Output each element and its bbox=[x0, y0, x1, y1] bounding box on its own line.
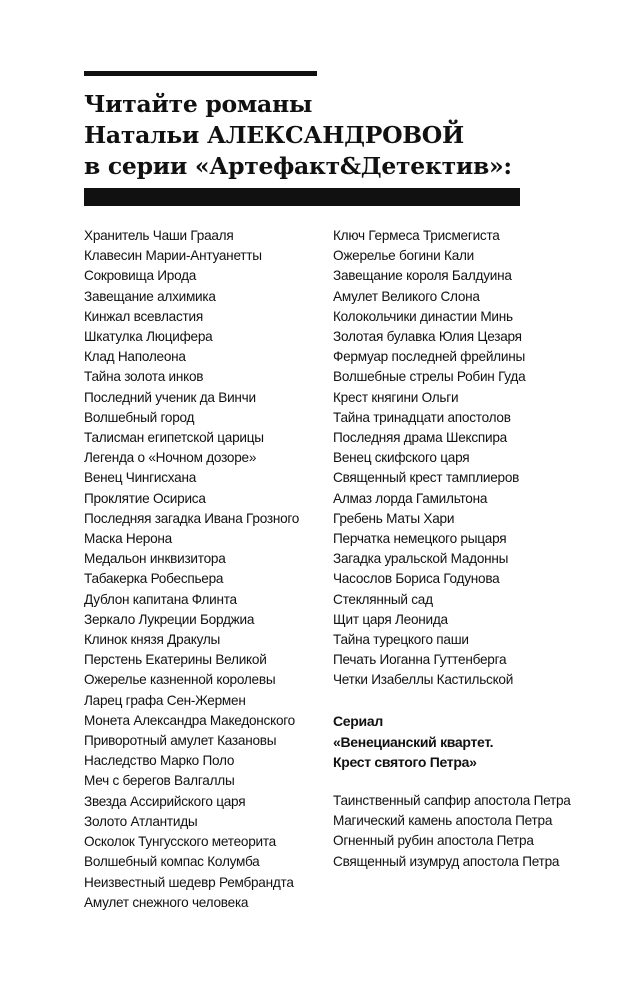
book-title: Легенда о «Ночном дозоре» bbox=[84, 450, 257, 466]
book-list-right bbox=[333, 226, 603, 691]
book-title: Клад Наполеона bbox=[84, 349, 186, 365]
book-title: Медальон инквизитора bbox=[84, 551, 226, 567]
book-title: Последний ученик да Винчи bbox=[84, 389, 256, 405]
book-title: Сокровища Ирода bbox=[84, 268, 197, 284]
serial-heading bbox=[333, 711, 613, 773]
book-title: Зеркало Лукреции Борджиа bbox=[84, 611, 255, 627]
book-title: Волшебный компас Колумба bbox=[84, 854, 260, 870]
book-title: Тайна тринадцати апостолов bbox=[333, 409, 511, 425]
book-title: Крест княгини Ольги bbox=[333, 389, 459, 405]
book-title: Перстень Екатерины Великой bbox=[84, 652, 267, 668]
book-title: Дублон капитана Флинта bbox=[84, 591, 237, 607]
book-title: Волшебный город bbox=[84, 409, 195, 425]
book-title: Часослов Бориса Годунова bbox=[333, 571, 500, 587]
book-title: Гребень Маты Хари bbox=[333, 510, 455, 526]
book-title: Монета Александра Македонского bbox=[84, 712, 295, 728]
book-title: Тайна турецкого паши bbox=[333, 632, 469, 648]
top-rule bbox=[84, 71, 317, 76]
heading-line-1: Читайте романы bbox=[84, 90, 313, 118]
book-title: Четки Изабеллы Кастильской bbox=[333, 672, 514, 688]
book-title: Проклятие Осириса bbox=[84, 490, 206, 506]
book-title: Ключ Гермеса Трисмегиста bbox=[333, 228, 500, 243]
serial-book-list bbox=[333, 791, 613, 872]
serial-book-title: Огненный рубин апостола Петра bbox=[333, 833, 534, 849]
book-title: Загадка уральской Мадонны bbox=[333, 551, 509, 567]
book-title: Колокольчики династии Минь bbox=[333, 308, 513, 324]
book-title: Венец Чингисхана bbox=[84, 470, 197, 486]
book-list-left bbox=[84, 226, 329, 913]
book-title: Амулет снежного человека bbox=[84, 894, 249, 910]
book-title: Волшебные стрелы Робин Гуда bbox=[333, 369, 526, 385]
serial-label: Сериал bbox=[333, 713, 383, 729]
book-title: Осколок Тунгусского метеорита bbox=[84, 834, 276, 850]
book-title: Завещание короля Балдуина bbox=[333, 268, 512, 284]
book-title: Клинок князя Дракулы bbox=[84, 632, 221, 648]
serial-title-line-2: Крест святого Петра» bbox=[333, 754, 477, 770]
book-title: Наследство Марко Поло bbox=[84, 753, 235, 769]
heading-line-3: в серии «Артефакт&Детектив»: bbox=[84, 152, 512, 180]
book-title: Золото Атлантиды bbox=[84, 813, 198, 829]
book-title: Талисман египетской царицы bbox=[84, 430, 264, 446]
book-title: Тайна золота инков bbox=[84, 369, 204, 385]
book-title: Табакерка Робеспьера bbox=[84, 571, 224, 587]
book-title: Амулет Великого Слона bbox=[333, 288, 480, 304]
book-title: Ожерелье богини Кали bbox=[333, 248, 475, 264]
book-title: Хранитель Чаши Грааля bbox=[84, 228, 234, 243]
book-title: Маска Нерона bbox=[84, 531, 172, 547]
serial-book-title: Священный изумруд апостола Петра bbox=[333, 853, 560, 869]
book-title: Стеклянный сад bbox=[333, 591, 433, 607]
book-title: Клавесин Марии-Антуанетты bbox=[84, 248, 262, 264]
book-title: Священный крест тамплиеров bbox=[333, 470, 520, 486]
book-title: Ожерелье казненной королевы bbox=[84, 672, 276, 688]
book-title: Перчатка немецкого рыцаря bbox=[333, 531, 507, 547]
book-title: Последняя драма Шекспира bbox=[333, 430, 507, 446]
book-title: Завещание алхимика bbox=[84, 288, 216, 304]
book-title: Последняя загадка Ивана Грозного bbox=[84, 510, 300, 526]
serial-book-title: Магический камень апостола Петра bbox=[333, 813, 553, 829]
book-title: Фермуар последней фрейлины bbox=[333, 349, 525, 365]
book-title: Кинжал всевластия bbox=[84, 308, 203, 324]
heading-bar bbox=[84, 188, 520, 206]
book-title: Алмаз лорда Гамильтона bbox=[333, 490, 488, 506]
heading-line-2: Натальи АЛЕКСАНДРОВОЙ bbox=[84, 121, 464, 149]
book-title: Меч с берегов Валгаллы bbox=[84, 773, 235, 789]
book-title: Приворотный амулет Казановы bbox=[84, 733, 277, 749]
book-title: Шкатулка Люцифера bbox=[84, 329, 213, 345]
book-title: Печать Иоганна Гуттенберга bbox=[333, 652, 507, 668]
page-heading bbox=[84, 89, 604, 182]
book-title: Неизвестный шедевр Рембрандта bbox=[84, 874, 294, 890]
book-title: Венец скифского царя bbox=[333, 450, 470, 466]
book-title: Золотая булавка Юлия Цезаря bbox=[333, 329, 522, 345]
book-title: Ларец графа Сен-Жермен bbox=[84, 692, 246, 708]
serial-title-line-1: «Венецианский квартет. bbox=[333, 733, 494, 750]
serial-book-title: Таинственный сапфир апостола Петра bbox=[333, 793, 571, 808]
book-title: Щит царя Леонида bbox=[333, 611, 448, 627]
book-title: Звезда Ассирийского царя bbox=[84, 793, 246, 809]
